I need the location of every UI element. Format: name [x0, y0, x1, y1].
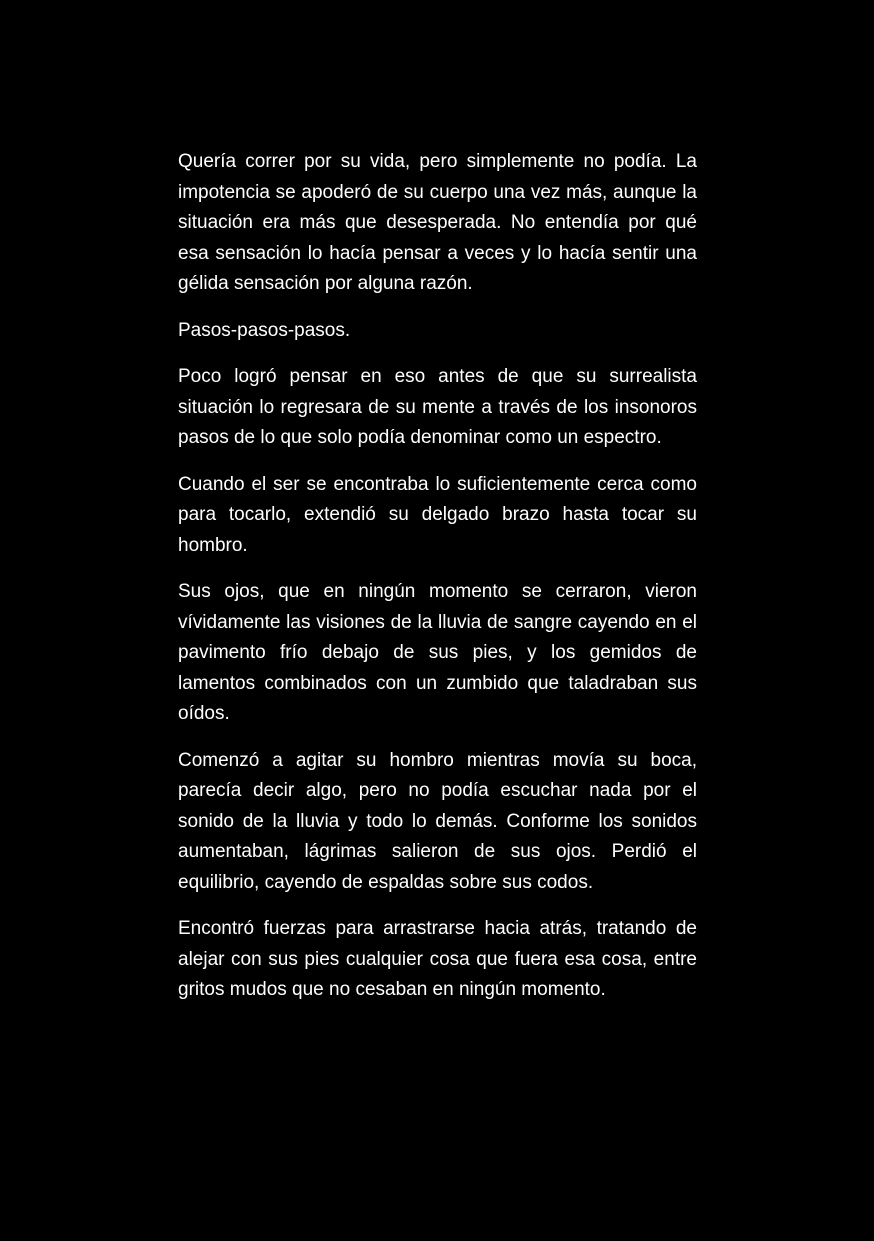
- paragraph-4: Cuando el ser se encontraba lo suficientemente cerca como para tocarlo, extendió su delgado brazo hasta tocar su hombro.: [178, 473, 697, 556]
- paragraph-1: Quería correr por su vida, pero simplemente no podía. La impotencia se apoderó de su cuerpo una vez más, aunque la situación era más que desesperada. No entendía por qué esa sensación lo hacía pensar a veces y lo hacía sentir una gélida sensación por alguna razón.: [178, 151, 697, 294]
- story-text: [178, 147, 697, 1006]
- paragraph-5: Sus ojos, que en ningún momento se cerraron, vieron vívidamente las visiones de la lluvia de sangre cayendo en el pavimento frío debajo de sus pies, y los gemidos de lamentos combinados con un zumbido que taladraban sus oídos.: [178, 581, 697, 724]
- paragraph-7: Encontró fuerzas para arrastrarse hacia atrás, tratando de alejar con sus pies cualquier cosa que fuera esa cosa, entre gritos mudos que no cesaban en ningún momento.: [178, 918, 697, 1000]
- paragraph-6: Comenzó a agitar su hombro mientras movía su boca, parecía decir algo, pero no podía escuchar nada por el sonido de la lluvia y todo lo demás. Conforme los sonidos aumentaban, lágrimas salieron de sus ojos. Perdió el equilibrio, cayendo de espaldas sobre sus codos.: [178, 749, 697, 893]
- paragraph-3: Poco logró pensar en eso antes de que su surrealista situación lo regresara de su mente a través de los insonoros pasos de lo que solo podía denominar como un espectro.: [178, 366, 697, 448]
- paragraph-2: Pasos-pasos-pasos.: [178, 319, 351, 341]
